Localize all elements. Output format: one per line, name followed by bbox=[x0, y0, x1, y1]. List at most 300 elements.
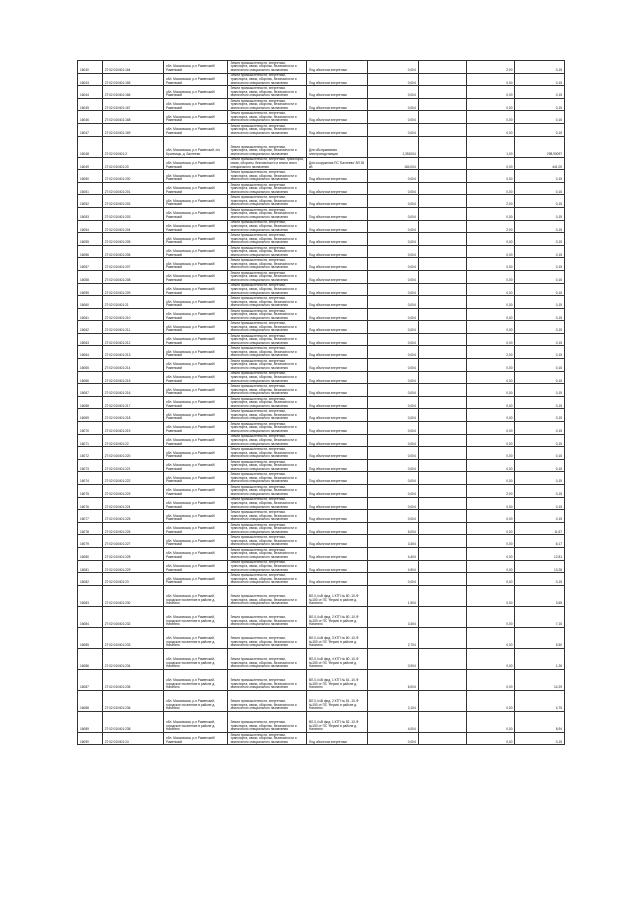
table-row bbox=[78, 195, 565, 208]
permitted-use-cell: Под объектом энергетики bbox=[306, 522, 367, 535]
area-cell: 0,004 bbox=[368, 384, 419, 397]
value-cell-2: 0,00 bbox=[467, 627, 515, 648]
value-cell-1 bbox=[418, 333, 466, 346]
area-cell: 0,004 bbox=[368, 333, 419, 346]
cadastral-number-cell: 27:02:010401:205 bbox=[102, 233, 163, 246]
area-cell: 0,004 bbox=[368, 359, 419, 372]
value-cell-1 bbox=[418, 627, 466, 648]
row-number-cell: 16057 bbox=[78, 258, 103, 271]
value-cell-3: 0,15 bbox=[515, 207, 565, 220]
permitted-use-cell: Под объектом энергетики bbox=[306, 447, 367, 460]
address-cell: обл. Московская, р-н Раменский/Раменский bbox=[163, 258, 228, 271]
permitted-use-cell: Под объектом энергетики bbox=[306, 459, 367, 472]
permitted-use-cell: Под объектом энергетики bbox=[306, 510, 367, 523]
table-body bbox=[78, 61, 565, 745]
row-number-cell: 16065 bbox=[78, 359, 103, 372]
row-number-cell: 16072 bbox=[78, 447, 103, 460]
area-cell: 0,004 bbox=[368, 485, 419, 498]
table-row bbox=[78, 497, 565, 510]
value-cell-3: 0,15 bbox=[515, 123, 565, 136]
cadastral-number-cell: 27:02:010401:238 bbox=[102, 711, 163, 732]
table-row bbox=[78, 270, 565, 283]
address-cell: обл. Московская, р-н Раменский/Раменский bbox=[163, 510, 228, 523]
value-cell-1 bbox=[418, 258, 466, 271]
cadastral-number-cell: 27:02:010401:219 bbox=[102, 422, 163, 435]
table-row bbox=[78, 522, 565, 535]
value-cell-1 bbox=[418, 157, 466, 170]
row-number-cell: 16080 bbox=[78, 547, 103, 560]
address-cell: обл. Московская, р-н Раменский/Раменский bbox=[163, 346, 228, 359]
value-cell-3: 0,15 bbox=[515, 98, 565, 111]
value-cell-2: 0,00 bbox=[467, 447, 515, 460]
table-row bbox=[78, 627, 565, 648]
land-category-cell: Земли промышленности, энергетики, транспорта, связи, обороны, безопасности и земли иного специального назначения bbox=[228, 296, 306, 309]
land-category-cell: Земли промышленности, энергетики, транспорта, связи, обороны, безопасности и земли иного специального назначения bbox=[228, 585, 306, 606]
area-cell: 6,004 bbox=[368, 669, 419, 690]
address-cell: обл. Московская, р-н Раменский/Раменский bbox=[163, 359, 228, 372]
value-cell-1 bbox=[418, 606, 466, 627]
value-cell-2: 0,00 bbox=[467, 606, 515, 627]
address-cell: обл. Московская, р-н Раменский, городское поселение в районе д. Нагатино bbox=[163, 669, 228, 690]
row-number-cell: 16073 bbox=[78, 459, 103, 472]
table-row bbox=[78, 111, 565, 124]
land-category-cell: Земли промышленности, энергетики, транспорта, связи, обороны, безопасности и земли иного специального назначения bbox=[228, 711, 306, 732]
address-cell: обл. Московская, р-н Раменский, городское поселение в районе д. Нагатино bbox=[163, 690, 228, 711]
land-category-cell: Земли промышленности, энергетики, транспорта, связи, обороны, безопасности и земли иного специального назначения bbox=[228, 371, 306, 384]
permitted-use-cell: Под объектом энергетики bbox=[306, 111, 367, 124]
address-cell: обл. Московская, р-н Раменский/Раменский bbox=[163, 396, 228, 409]
value-cell-2: 0,00 bbox=[467, 384, 515, 397]
land-category-cell: Земли промышленности, энергетики, транспорта, связи, обороны, безопасности и земли иного специального назначения bbox=[228, 136, 306, 157]
area-cell: 3,404 bbox=[368, 606, 419, 627]
row-number-cell: 16054 bbox=[78, 220, 103, 233]
value-cell-2: 0,00 bbox=[467, 434, 515, 447]
value-cell-2: 0,00 bbox=[467, 359, 515, 372]
value-cell-1 bbox=[418, 422, 466, 435]
value-cell-1 bbox=[418, 220, 466, 233]
value-cell-2: 0,00 bbox=[467, 296, 515, 309]
permitted-use-cell: Под объектом энергетики bbox=[306, 396, 367, 409]
area-cell: 0,004 bbox=[368, 472, 419, 485]
permitted-use-cell: ВЛ-0,4 кВ фид. 4 КТП № 80 -10-Ф №150 от ПС 'Ферма' в районе д. Нагатино bbox=[306, 648, 367, 669]
cadastral-number-cell: 27:02:010401:169 bbox=[102, 123, 163, 136]
table-row bbox=[78, 321, 565, 334]
cadastral-number-cell: 27:02:010401:226 bbox=[102, 522, 163, 535]
permitted-use-cell: Под объектом энергетики bbox=[306, 61, 367, 74]
value-cell-1 bbox=[418, 359, 466, 372]
land-category-cell: Земли промышленности, энергетики, транспорта, связи, обороны, безопасности и земли иного специального назначения bbox=[228, 195, 306, 208]
permitted-use-cell: Под объектом энергетики bbox=[306, 258, 367, 271]
cadastral-number-cell: 27:02:010401:214 bbox=[102, 359, 163, 372]
row-number-cell: 16077 bbox=[78, 510, 103, 523]
address-cell: обл. Московская, р-н Раменский/Раменский bbox=[163, 283, 228, 296]
table-row bbox=[78, 690, 565, 711]
table-row bbox=[78, 283, 565, 296]
table-row bbox=[78, 409, 565, 422]
value-cell-3: 0,15 bbox=[515, 447, 565, 460]
value-cell-2: 0,00 bbox=[467, 258, 515, 271]
permitted-use-cell: Под объектом энергетики bbox=[306, 359, 367, 372]
value-cell-1 bbox=[418, 245, 466, 258]
land-category-cell: Земли промышленности, энергетики, транспорта, связи, обороны, безопасности и земли иного специального назначения bbox=[228, 669, 306, 690]
row-number-cell: 16062 bbox=[78, 321, 103, 334]
land-category-cell: Земли промышленности, энергетики, транспорта, связи, обороны, безопасности и земли иного специального назначения bbox=[228, 333, 306, 346]
area-cell: 0,004 bbox=[368, 510, 419, 523]
table-row bbox=[78, 371, 565, 384]
cadastral-number-cell: 27:02:010401:23 bbox=[102, 573, 163, 586]
area-cell: 3,404 bbox=[368, 535, 419, 548]
cadastral-number-cell: 27:02:010401:168 bbox=[102, 111, 163, 124]
value-cell-3: 0,15 bbox=[515, 472, 565, 485]
cadastral-number-cell: 27:02:010401:229 bbox=[102, 560, 163, 573]
table-row bbox=[78, 585, 565, 606]
cadastral-number-cell: 27:02:010401:234 bbox=[102, 648, 163, 669]
table-row bbox=[78, 510, 565, 523]
address-cell: обл. Московская, р-н Раменский/Раменский bbox=[163, 447, 228, 460]
table-row bbox=[78, 233, 565, 246]
permitted-use-cell: Под объектом энергетики bbox=[306, 560, 367, 573]
table-row bbox=[78, 434, 565, 447]
value-cell-2: 0,00 bbox=[467, 459, 515, 472]
value-cell-3: 0,15 bbox=[515, 296, 565, 309]
address-cell: обл. Московская, р-н Раменский/Раменский bbox=[163, 170, 228, 183]
land-category-cell: Земли промышленности, энергетики, транспорта, связи, обороны, безопасности и земли иного специального назначения bbox=[228, 409, 306, 422]
land-category-cell: Земли промышленности, энергетики, транспорта, связи, обороны, безопасности и земли иного специального назначения bbox=[228, 396, 306, 409]
value-cell-3: 0,15 bbox=[515, 371, 565, 384]
value-cell-2: 2,00 bbox=[467, 61, 515, 74]
address-cell: обл. Московская, р-н Раменский/Раменский bbox=[163, 472, 228, 485]
value-cell-3: 0,15 bbox=[515, 732, 565, 745]
address-cell: обл. Московская, р-н Раменский/Раменский bbox=[163, 73, 228, 86]
value-cell-2: 0,00 bbox=[467, 422, 515, 435]
value-cell-1 bbox=[418, 573, 466, 586]
value-cell-2: 0,00 bbox=[467, 123, 515, 136]
address-cell: обл. Московская, р-н Раменский, городское поселение в районе д. Нагатино bbox=[163, 606, 228, 627]
area-cell: 0,004 bbox=[368, 434, 419, 447]
land-category-cell: Земли промышленности, энергетики, транспорта, связи, обороны, безопасности и земли иного специального назначения bbox=[228, 560, 306, 573]
value-cell-3: 0,15 bbox=[515, 61, 565, 74]
table-row bbox=[78, 346, 565, 359]
address-cell: обл. Московская, р-н Раменский/Раменский bbox=[163, 157, 228, 170]
value-cell-3: 0,15 bbox=[515, 422, 565, 435]
table-row bbox=[78, 98, 565, 111]
value-cell-1 bbox=[418, 510, 466, 523]
value-cell-2: 0,00 bbox=[467, 111, 515, 124]
value-cell-3: 12,81 bbox=[515, 547, 565, 560]
permitted-use-cell: Под объектом энергетики bbox=[306, 547, 367, 560]
row-number-cell: 16060 bbox=[78, 296, 103, 309]
table-row bbox=[78, 157, 565, 170]
value-cell-3: 6,17 bbox=[515, 535, 565, 548]
land-category-cell: Земли промышленности, энергетики, транспорта, связи, обороны, безопасности и земли иного специального назначения bbox=[228, 359, 306, 372]
row-number-cell: 16051 bbox=[78, 182, 103, 195]
row-number-cell: 16040 bbox=[78, 61, 103, 74]
area-cell: 0,004 bbox=[368, 170, 419, 183]
row-number-cell: 16058 bbox=[78, 270, 103, 283]
value-cell-2: 0,00 bbox=[467, 245, 515, 258]
address-cell: обл. Московская, р-н Раменский/Раменский bbox=[163, 422, 228, 435]
value-cell-1 bbox=[418, 472, 466, 485]
value-cell-2: 0,00 bbox=[467, 497, 515, 510]
permitted-use-cell: Под объектом энергетики bbox=[306, 333, 367, 346]
area-cell: 0,004 bbox=[368, 233, 419, 246]
permitted-use-cell: Под объектом энергетики bbox=[306, 321, 367, 334]
row-number-cell: 16069 bbox=[78, 409, 103, 422]
area-cell: 0,004 bbox=[368, 732, 419, 745]
table-row bbox=[78, 732, 565, 745]
cadastral-number-cell: 27:02:010401:166 bbox=[102, 86, 163, 99]
value-cell-1 bbox=[418, 690, 466, 711]
area-cell: 0,004 bbox=[368, 283, 419, 296]
land-plots-table bbox=[77, 60, 565, 745]
address-cell: обл. Московская, р-н Раменский/Раменский bbox=[163, 485, 228, 498]
value-cell-3: 0,15 bbox=[515, 258, 565, 271]
permitted-use-cell: Под объектом энергетики bbox=[306, 270, 367, 283]
value-cell-3: 0,15 bbox=[515, 346, 565, 359]
value-cell-2: 0,00 bbox=[467, 182, 515, 195]
table-row bbox=[78, 447, 565, 460]
value-cell-1 bbox=[418, 522, 466, 535]
value-cell-3: 0,15 bbox=[515, 409, 565, 422]
cadastral-number-cell: 27:02:010401:200 bbox=[102, 170, 163, 183]
value-cell-1 bbox=[418, 136, 466, 157]
row-number-cell: 16053 bbox=[78, 207, 103, 220]
land-category-cell: Земли промышленности, энергетики, транспорта, связи, обороны, безопасности и земли иного специального назначения bbox=[228, 346, 306, 359]
land-category-cell: Земли промышленности, энергетики, транспорта, связи, обороны, безопасности и земли иного специального назначения bbox=[228, 690, 306, 711]
cadastral-number-cell: 27:02:010401:218 bbox=[102, 409, 163, 422]
land-category-cell: Земли промышленности, энергетики, транспорта, связи, обороны, безопасности и земли иного специального назначения bbox=[228, 220, 306, 233]
row-number-cell: 16085 bbox=[78, 627, 103, 648]
cadastral-number-cell: 27:02:010401:2 bbox=[102, 136, 163, 157]
value-cell-2: 0,00 bbox=[467, 690, 515, 711]
value-cell-2: 0,00 bbox=[467, 396, 515, 409]
row-number-cell: 16063 bbox=[78, 333, 103, 346]
land-category-cell: Земли промышленности, энергетики, транспорта, связи, обороны, безопасности и земли иного специального назначения bbox=[228, 86, 306, 99]
value-cell-3: 0,15 bbox=[515, 573, 565, 586]
row-number-cell: 16087 bbox=[78, 669, 103, 690]
value-cell-2: 1,00 bbox=[467, 136, 515, 157]
value-cell-3: 13,28 bbox=[515, 560, 565, 573]
address-cell: обл. Московская, р-н Раменский/Раменский bbox=[163, 111, 228, 124]
cadastral-number-cell: 27:02:010401:228 bbox=[102, 547, 163, 560]
value-cell-1 bbox=[418, 195, 466, 208]
address-cell: обл. Московская, р-н Раменский/Раменский bbox=[163, 220, 228, 233]
area-cell: 2,104 bbox=[368, 690, 419, 711]
table-row bbox=[78, 220, 565, 233]
address-cell: обл. Московская, р-н Раменский/Раменский bbox=[163, 233, 228, 246]
row-number-cell: 16078 bbox=[78, 522, 103, 535]
table-row bbox=[78, 359, 565, 372]
address-cell: обл. Московская, р-н Раменский/Раменский bbox=[163, 522, 228, 535]
row-number-cell: 16086 bbox=[78, 648, 103, 669]
value-cell-3: 0,15 bbox=[515, 220, 565, 233]
value-cell-1 bbox=[418, 535, 466, 548]
value-cell-2: 0,00 bbox=[467, 669, 515, 690]
cadastral-number-cell: 27:02:010401:222 bbox=[102, 472, 163, 485]
row-number-cell: 16089 bbox=[78, 711, 103, 732]
table-row bbox=[78, 547, 565, 560]
area-cell: 184,004 bbox=[368, 157, 419, 170]
cadastral-number-cell: 27:02:010401:230 bbox=[102, 585, 163, 606]
land-category-cell: Земли промышленности, энергетики, транспорта, связи, обороны, безопасности и земли иного специального назначения bbox=[228, 472, 306, 485]
permitted-use-cell: Под объектом энергетики bbox=[306, 409, 367, 422]
permitted-use-cell: ВЛ-0,4 кВ фид. 2 КТП № 81 -10-Ф №150 от ПС 'Ферма' в районе д. Нагатино bbox=[306, 690, 367, 711]
value-cell-2: 2,00 bbox=[467, 346, 515, 359]
cadastral-number-cell: 27:02:010401:225 bbox=[102, 510, 163, 523]
area-cell: 0,004 bbox=[368, 195, 419, 208]
value-cell-1 bbox=[418, 732, 466, 745]
table-row bbox=[78, 485, 565, 498]
land-category-cell: Земли промышленности, энергетики, транспорта, связи, обороны, безопасности и земли иного специального назначения bbox=[228, 459, 306, 472]
cadastral-number-cell: 27:02:010401:206 bbox=[102, 245, 163, 258]
permitted-use-cell: Под объектом энергетики bbox=[306, 573, 367, 586]
area-cell: 6,004 bbox=[368, 522, 419, 535]
address-cell: обл. Московская, р-н Раменский, городское поселение в районе д. Нагатино bbox=[163, 711, 228, 732]
permitted-use-cell: Под объектом энергетики bbox=[306, 472, 367, 485]
row-number-cell: 16050 bbox=[78, 170, 103, 183]
value-cell-3: 1,26 bbox=[515, 648, 565, 669]
area-cell: 0,904 bbox=[368, 648, 419, 669]
permitted-use-cell: Под объектом энергетики bbox=[306, 434, 367, 447]
address-cell: обл. Московская, р-н Раменский/Раменский bbox=[163, 409, 228, 422]
value-cell-2: 0,00 bbox=[467, 207, 515, 220]
cadastral-number-cell: 27:02:010401:210 bbox=[102, 308, 163, 321]
value-cell-2: 0,00 bbox=[467, 233, 515, 246]
value-cell-1 bbox=[418, 308, 466, 321]
row-number-cell: 16083 bbox=[78, 585, 103, 606]
area-cell: 0,004 bbox=[368, 182, 419, 195]
value-cell-1 bbox=[418, 321, 466, 334]
land-category-cell: Земли промышленности, энергетики, транспорta, связи, обороны, безопасности и земли иного специального назначения bbox=[228, 157, 306, 170]
permitted-use-cell: Под объектом энергетики bbox=[306, 497, 367, 510]
table-row bbox=[78, 296, 565, 309]
permitted-use-cell: Под объектом энергетики bbox=[306, 535, 367, 548]
address-cell: обл. Московская, р-н Раменский/Раменский bbox=[163, 182, 228, 195]
value-cell-3: 0,15 bbox=[515, 73, 565, 86]
table-row bbox=[78, 560, 565, 573]
row-number-cell: 16064 bbox=[78, 346, 103, 359]
table-row bbox=[78, 573, 565, 586]
area-cell: 4,904 bbox=[368, 560, 419, 573]
address-cell: обл. Московская, р-н Раменский, п/о Бронницы, д. Бахтеево bbox=[163, 136, 228, 157]
area-cell: 0,004 bbox=[368, 308, 419, 321]
cadastral-number-cell: 27:02:010401:236 bbox=[102, 690, 163, 711]
table-row bbox=[78, 245, 565, 258]
address-cell: обл. Московская, р-н Раменский/Раменский bbox=[163, 61, 228, 74]
area-cell: 4,404 bbox=[368, 547, 419, 560]
permitted-use-cell: ВЛ-0,4 кВ фид. 1 КТП № 81 -10-Ф №150 от ПС 'Ферма' в районе д. Нагатино bbox=[306, 669, 367, 690]
cadastral-number-cell: 27:02:010401:212 bbox=[102, 333, 163, 346]
value-cell-1 bbox=[418, 669, 466, 690]
row-number-cell: 16052 bbox=[78, 195, 103, 208]
permitted-use-cell: Под объектом энергетики bbox=[306, 245, 367, 258]
permitted-use-cell: Под объектом энергетики bbox=[306, 207, 367, 220]
row-number-cell: 16061 bbox=[78, 308, 103, 321]
area-cell: 0,004 bbox=[368, 409, 419, 422]
cadastral-number-cell: 27:02:010401:167 bbox=[102, 98, 163, 111]
cadastral-number-cell: 27:02:010401:22 bbox=[102, 434, 163, 447]
address-cell: обл. Московская, р-н Раменский/Раменский bbox=[163, 434, 228, 447]
cadastral-number-cell: 27:02:010401:213 bbox=[102, 346, 163, 359]
value-cell-1 bbox=[418, 123, 466, 136]
table-row bbox=[78, 396, 565, 409]
permitted-use-cell: Под объектом энергетики bbox=[306, 170, 367, 183]
table-row bbox=[78, 182, 565, 195]
value-cell-3: 14,29 bbox=[515, 669, 565, 690]
value-cell-3: 0,15 bbox=[515, 359, 565, 372]
land-category-cell: Земли промышленности, энергетики, транспорта, связи, обороны, безопасности и земли иного специального назначения bbox=[228, 510, 306, 523]
permitted-use-cell: Под объектом энергетики bbox=[306, 98, 367, 111]
value-cell-3: 298,93097 bbox=[515, 136, 565, 157]
value-cell-1 bbox=[418, 459, 466, 472]
value-cell-2: 0,00 bbox=[467, 472, 515, 485]
value-cell-3: 0,15 bbox=[515, 182, 565, 195]
permitted-use-cell: Под объектом энергетики bbox=[306, 86, 367, 99]
land-category-cell: Земли промышленности, энергетики, транспорта, связи, обороны, безопасности и земли иного специального назначения bbox=[228, 648, 306, 669]
land-category-cell: Земли промышленности, энергетики, транспорта, связи, обороны, безопасности и земли иного специального назначения bbox=[228, 258, 306, 271]
area-cell: 0,004 bbox=[368, 207, 419, 220]
permitted-use-cell: Под объектом энергетики bbox=[306, 485, 367, 498]
land-category-cell: Земли промышленности, энергетики, транспорта, связи, обороны, безопасности и земли иного специального назначения bbox=[228, 573, 306, 586]
value-cell-1 bbox=[418, 384, 466, 397]
table-row bbox=[78, 207, 565, 220]
table-row bbox=[78, 422, 565, 435]
row-number-cell: 16068 bbox=[78, 396, 103, 409]
address-cell: обл. Московская, р-н Раменский/Раменский bbox=[163, 732, 228, 745]
value-cell-2: 2,00 bbox=[467, 485, 515, 498]
address-cell: обл. Московская, р-н Раменский/Раменский bbox=[163, 459, 228, 472]
value-cell-3: 0,15 bbox=[515, 195, 565, 208]
address-cell: обл. Московская, р-н Раменский/Раменский bbox=[163, 573, 228, 586]
cadastral-number-cell: 27:02:010401:217 bbox=[102, 396, 163, 409]
value-cell-3: 0,15 bbox=[515, 233, 565, 246]
row-number-cell: 16074 bbox=[78, 472, 103, 485]
land-category-cell: Земли промышленности, энергетики, транспорта, связи, обороны, безопасности и земли иного специального назначения bbox=[228, 111, 306, 124]
value-cell-2: 0,00 bbox=[467, 535, 515, 548]
table-row bbox=[78, 459, 565, 472]
row-number-cell: 16084 bbox=[78, 606, 103, 627]
land-category-cell: Земли промышленности, энергетики, транспорта, связи, обороны, безопасности и земли иного специального назначения bbox=[228, 497, 306, 510]
address-cell: обл. Московская, р-н Раменский/Раменский bbox=[163, 195, 228, 208]
cadastral-number-cell: 27:02:010401:227 bbox=[102, 535, 163, 548]
value-cell-2: 0,00 bbox=[467, 510, 515, 523]
cadastral-number-cell: 27:02:010401:215 bbox=[102, 371, 163, 384]
value-cell-3: 0,15 bbox=[515, 111, 565, 124]
permitted-use-cell: Под объектом энергетики bbox=[306, 283, 367, 296]
value-cell-1 bbox=[418, 98, 466, 111]
permitted-use-cell: Под объектом энергетики bbox=[306, 233, 367, 246]
cadastral-number-cell: 27:02:010401:235 bbox=[102, 669, 163, 690]
value-cell-2: 2,00 bbox=[467, 220, 515, 233]
value-cell-2: 0,00 bbox=[467, 585, 515, 606]
cadastral-number-cell: 27:02:010401:201 bbox=[102, 182, 163, 195]
value-cell-1 bbox=[418, 547, 466, 560]
area-cell: 0,004 bbox=[368, 296, 419, 309]
area-cell: 0,004 bbox=[368, 321, 419, 334]
permitted-use-cell: Под объектом энергетики bbox=[306, 308, 367, 321]
row-number-cell: 16079 bbox=[78, 535, 103, 548]
table-row bbox=[78, 170, 565, 183]
address-cell: обл. Московская, р-н Раменский/Раменский bbox=[163, 321, 228, 334]
table-row bbox=[78, 136, 565, 157]
value-cell-1 bbox=[418, 711, 466, 732]
row-number-cell: 16047 bbox=[78, 123, 103, 136]
area-cell: 0,004 bbox=[368, 497, 419, 510]
value-cell-3: 0,15 bbox=[515, 384, 565, 397]
value-cell-3: 0,15 bbox=[515, 245, 565, 258]
area-cell: 4,004 bbox=[368, 711, 419, 732]
value-cell-3: 0,15 bbox=[515, 434, 565, 447]
